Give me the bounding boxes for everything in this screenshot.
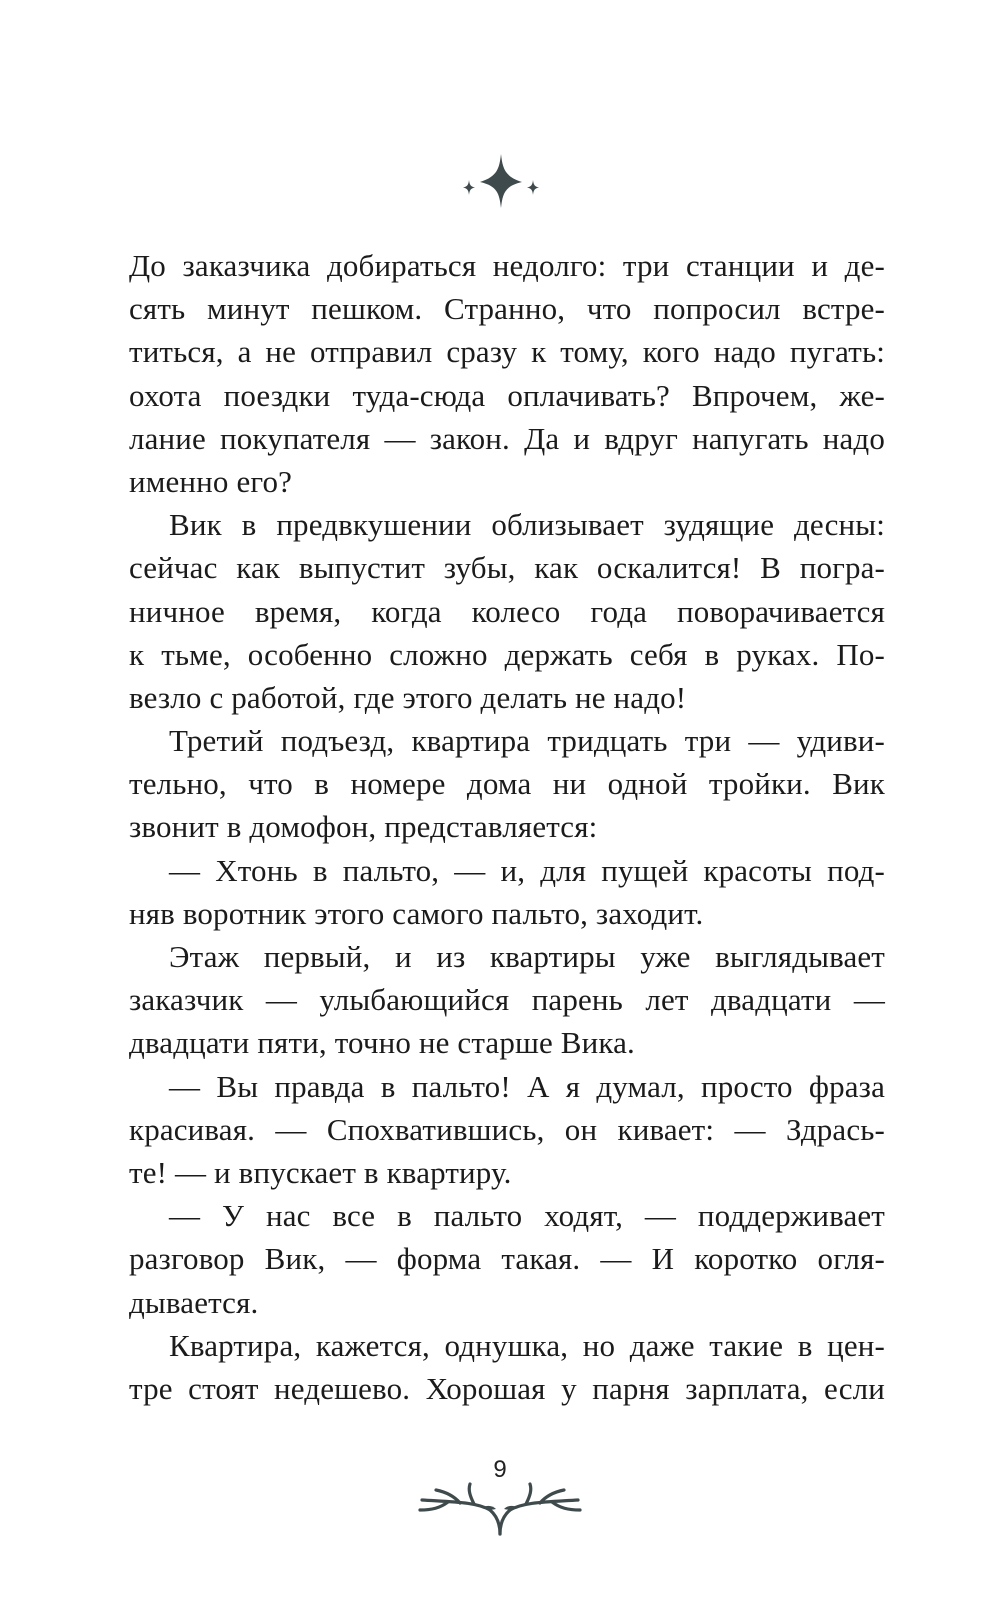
text-line: именно его?: [129, 463, 293, 499]
text-line: Третий подъезд, квартира тридцать три — удиви-: [169, 723, 885, 759]
text-line: лание покупателя — закон. Да и вдруг напугать надо: [129, 420, 885, 456]
text-line: — Вы правда в пальто! А я думал, просто фраза: [169, 1068, 885, 1104]
text-line: ничное время, когда колесо года поворачивается: [129, 593, 885, 629]
sparkle-stars-icon: [460, 150, 542, 210]
text-line: Этаж первый, и из квартиры уже выглядывает: [169, 939, 885, 974]
antler-branches-icon: [410, 1472, 590, 1538]
text-line: к тьме, особенно сложно держать себя в руках. По-: [129, 636, 885, 672]
text-line: Квартира, кажется, однушка, но даже такие в цен-: [169, 1327, 885, 1363]
text-line: — Хтонь в пальто, — и, для пущей красоты под-: [169, 852, 885, 888]
text-line: няв воротник этого самого пальто, заходит.: [129, 895, 704, 931]
text-line: До заказчика добираться недолго: три станции и де-: [129, 248, 885, 283]
text-line: тельно, что в номере дома ни одной тройки. Вик: [129, 766, 885, 802]
text-line: — У нас все в пальто ходят, — поддерживает: [169, 1198, 885, 1234]
text-line: тре стоят недешево. Хорошая у парня зарплата, если: [129, 1370, 885, 1406]
text-line: двадцати пяти, точно не старше Вика.: [129, 1025, 635, 1061]
text-line: красивая. — Спохватившись, он кивает: — Здрась-: [129, 1111, 885, 1147]
text-line: сять минут пешком. Странно, что попросил встре-: [129, 291, 885, 327]
text-line: разговор Вик, — форма такая. — И коротко огля-: [129, 1241, 885, 1277]
text-line: те! — и впускает в квартиру.: [129, 1154, 512, 1190]
text-line: сейчас как выпустит зубы, как оскалится! В погра-: [129, 550, 885, 586]
text-line: охота поездки туда-сюда оплачивать? Впрочем, же-: [129, 377, 885, 413]
text-line: звонит в домофон, представляется:: [129, 809, 598, 845]
text-line: дывается.: [129, 1284, 259, 1320]
text-line: Вик в предвкушении облизывает зудящие десны:: [169, 507, 885, 543]
page-number: 9: [493, 1456, 507, 1483]
text-line: везло с работой, где этого делать не надо!: [129, 679, 687, 715]
text-line: заказчик — улыбающийся парень лет двадцати —: [129, 982, 885, 1018]
text-line: титься, а не отправил сразу к тому, кого надо пугать:: [129, 334, 885, 370]
body-text: [129, 244, 885, 1410]
